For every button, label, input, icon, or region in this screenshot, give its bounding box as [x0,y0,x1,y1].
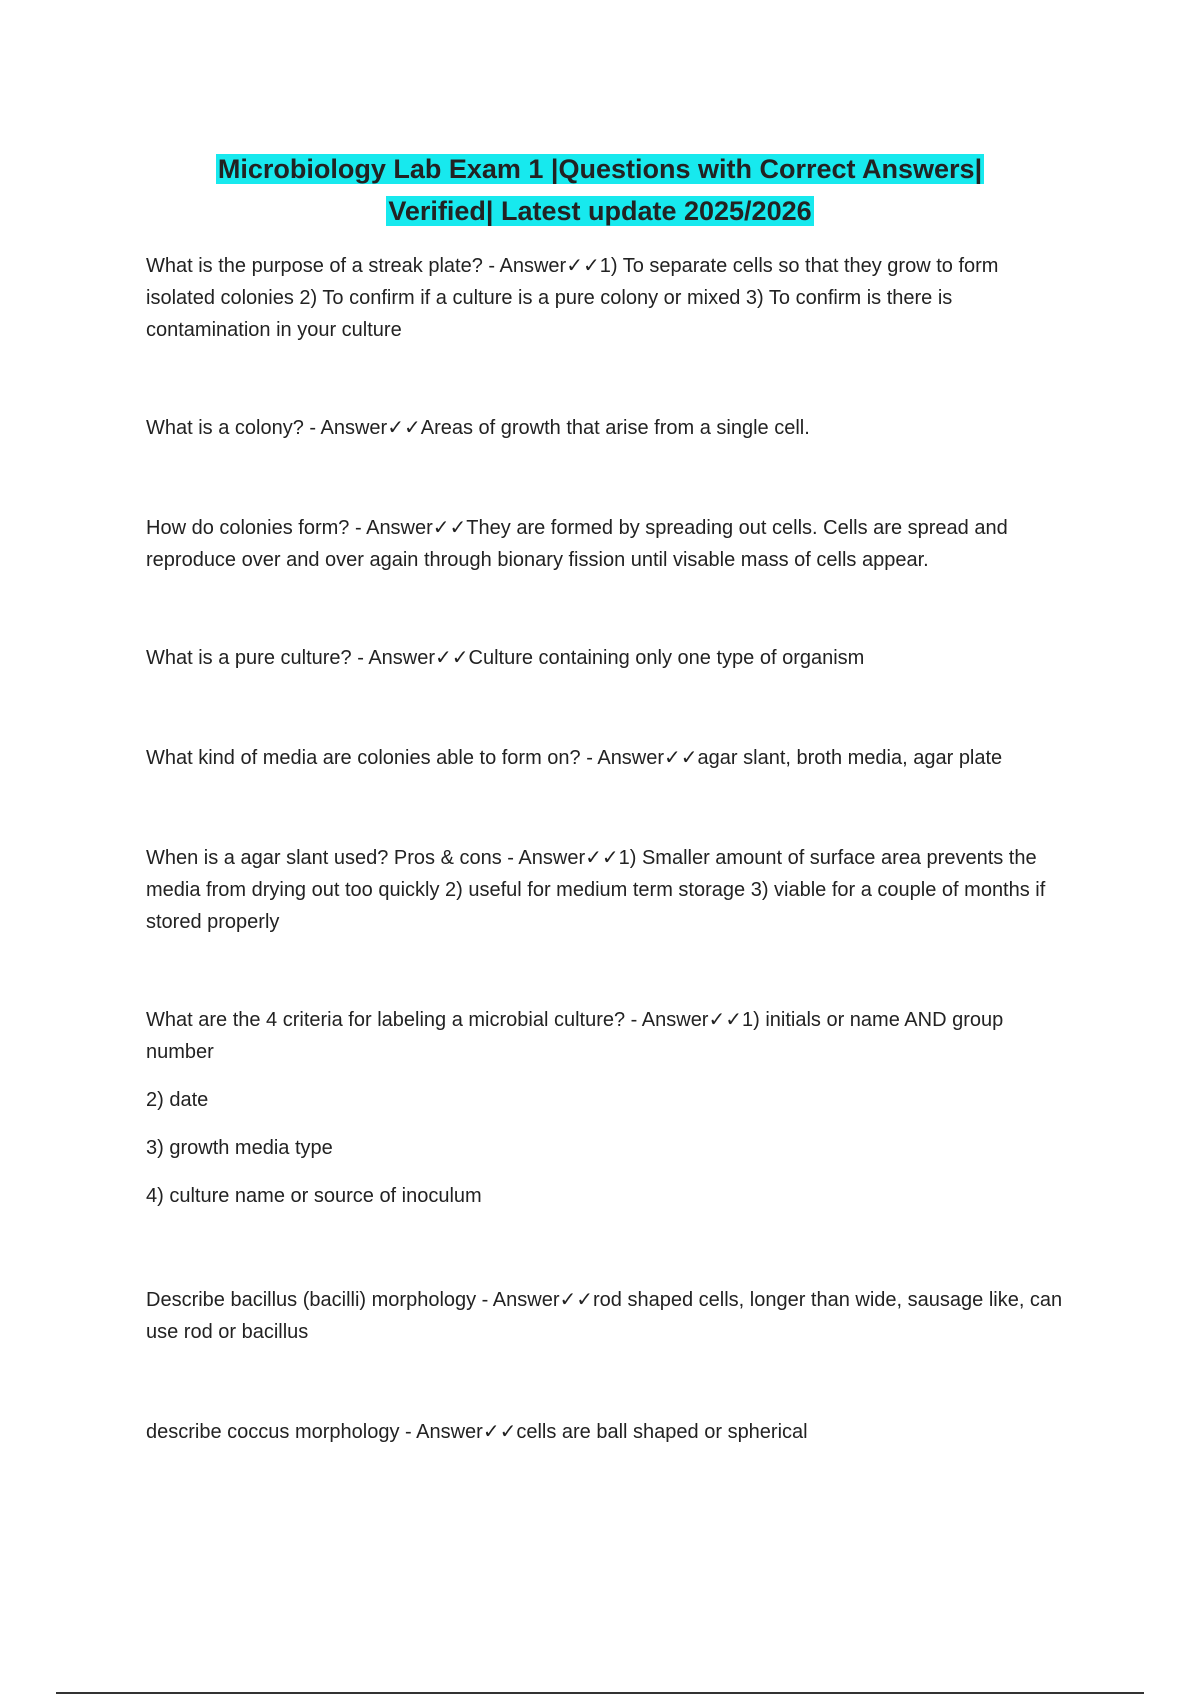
title-line-2: Verified| Latest update 2025/2026 [388,196,812,226]
title-line-1: Microbiology Lab Exam 1 |Questions with Correct Answers| [217,154,983,184]
qa-item: Describe bacillus (bacilli) morphology - Answer✓✓rod shaped cells, longer than wide, sausage like, can use rod or bacillus [146,1289,1063,1343]
criteria-item: 4) culture name or source of inoculum [146,1185,482,1207]
qa-item: What is a colony? - Answer✓✓Areas of growth that arise from a single cell. [146,417,810,439]
qa-item: When is a agar slant used? Pros & cons - Answer✓✓1) Smaller amount of surface area prevents the media from drying out too quickly 2) useful for medium term storage 3) viable for a couple of months if stored properly [146,847,1046,933]
qa-item: What is a pure culture? - Answer✓✓Culture containing only one type of organism [146,647,865,669]
qa-item: What kind of media are colonies able to form on? - Answer✓✓agar slant, broth media, agar plate [146,747,1003,769]
qa-item: describe coccus morphology - Answer✓✓cells are ball shaped or spherical [146,1421,808,1443]
qa-item: What are the 4 criteria for labeling a microbial culture? - Answer✓✓1) initials or name AND group number [146,1009,1004,1063]
footer-divider [56,1692,1144,1694]
qa-list [146,250,1066,1448]
document-title [0,148,1200,232]
qa-item: What is the purpose of a streak plate? - Answer✓✓1) To separate cells so that they grow to form isolated colonies 2) To confirm if a culture is a pure colony or mixed 3) To confirm is there is contamination in your culture [146,255,999,341]
qa-item: How do colonies form? - Answer✓✓They are formed by spreading out cells. Cells are spread and reproduce over and over again through bionary fission until visable mass of cells appear. [146,517,1008,571]
criteria-item: 2) date [146,1089,209,1111]
criteria-item: 3) growth media type [146,1137,333,1159]
